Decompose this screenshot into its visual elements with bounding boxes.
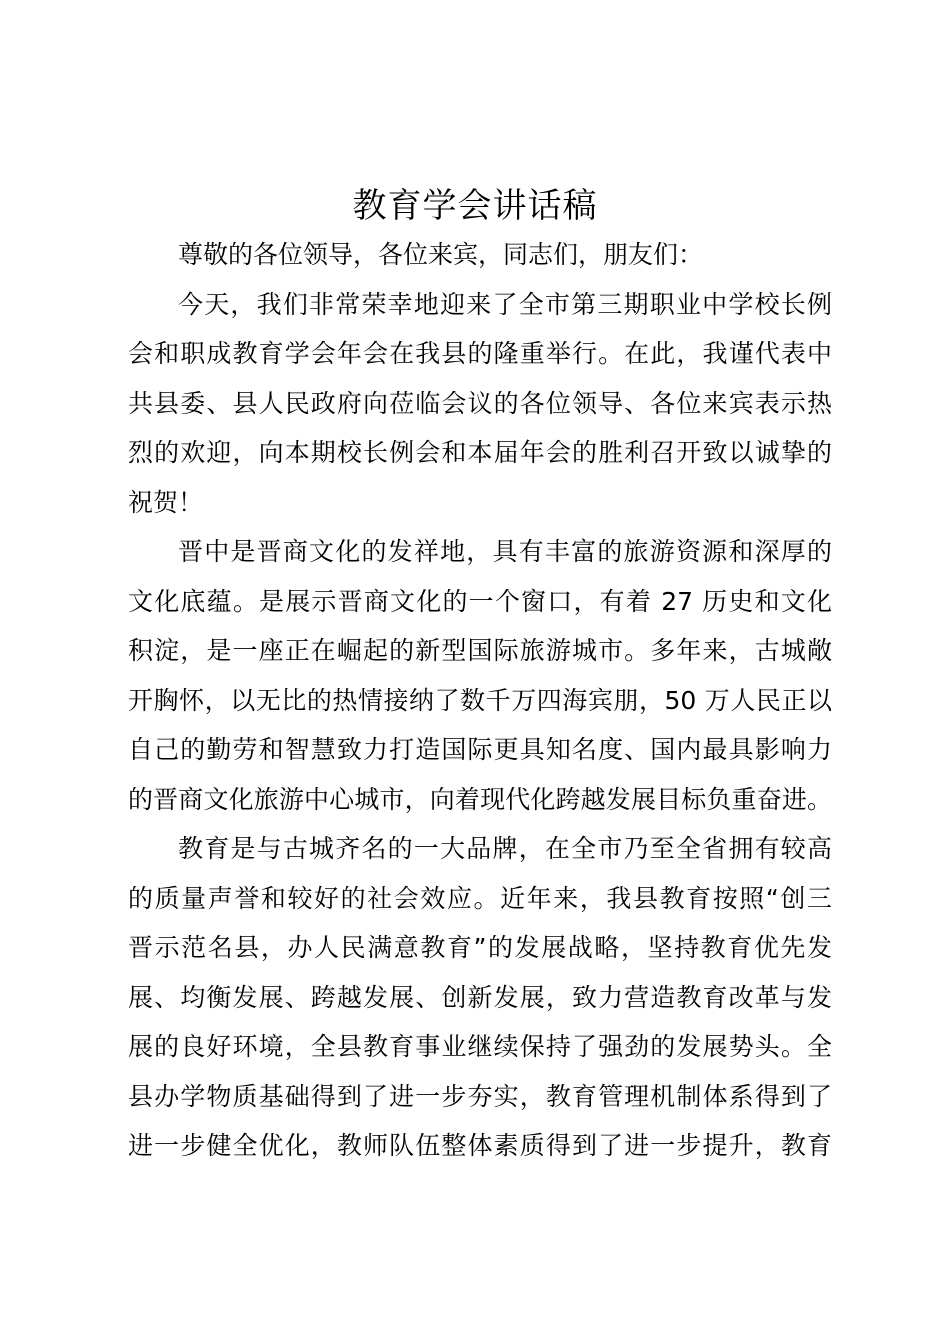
paragraph-1-line: 祝贺！: [128, 487, 204, 517]
salutation-line: 尊敬的各位领导，各位来宾，同志们，朋友们：: [178, 240, 704, 269]
paragraph-2-line: 文化底蕴。是展示晋商文化的一个窗口，有着 27 历史和文化: [128, 586, 832, 616]
paragraph-1-line: 今天，我们非常荣幸地迎来了全市第三期职业中学校长例: [178, 289, 832, 319]
paragraph-2-line: 自己的勤劳和智慧致力打造国际更具知名度、国内最具影响力: [128, 735, 832, 764]
paragraph-2-line: 晋中是晋商文化的发祥地，具有丰富的旅游资源和深厚的: [178, 537, 832, 566]
paragraph-1-line: 共县委、县人民政府向莅临会议的各位领导、各位来宾表示热: [128, 388, 832, 418]
paragraph-3-line: 县办学物质基础得到了进一步夯实，教育管理机制体系得到了: [128, 1081, 832, 1111]
paragraph-3-line: 教育是与古城齐名的一大品牌，在全市乃至全省拥有较高: [178, 834, 832, 863]
document-body: [128, 230, 832, 1171]
paragraph-2-line: 积淀，是一座正在崛起的新型国际旅游城市。多年来，古城敞: [128, 636, 832, 665]
paragraph-3-line: 晋示范名县，办人民满意教育”的发展战略，坚持教育优先发: [128, 933, 832, 962]
paragraph-3-line: 进一步健全优化，教师队伍整体素质得到了进一步提升，教育: [128, 1131, 832, 1160]
paragraph-2-line: 开胸怀，以无比的热情接纳了数千万四海宾朋，50 万人民正以: [128, 685, 832, 715]
paragraph-3-line: 展、均衡发展、跨越发展、创新发展，致力营造教育改革与发: [128, 982, 832, 1012]
paragraph-1-line: 烈的欢迎，向本期校长例会和本届年会的胜利召开致以诚挚的: [128, 438, 832, 467]
paragraph-3-line: 的质量声誉和较好的社会效应。近年来，我县教育按照“创三: [128, 883, 832, 913]
paragraph-3-line: 展的良好环境，全县教育事业继续保持了强劲的发展势头。全: [128, 1032, 832, 1061]
paragraph-1-line: 会和职成教育学会年会在我县的隆重举行。在此，我谨代表中: [128, 339, 832, 368]
paragraph-2-line: 的晋商文化旅游中心城市，向着现代化跨越发展目标负重奋进。: [128, 784, 832, 814]
document-title: 教育学会讲话稿: [352, 186, 598, 226]
